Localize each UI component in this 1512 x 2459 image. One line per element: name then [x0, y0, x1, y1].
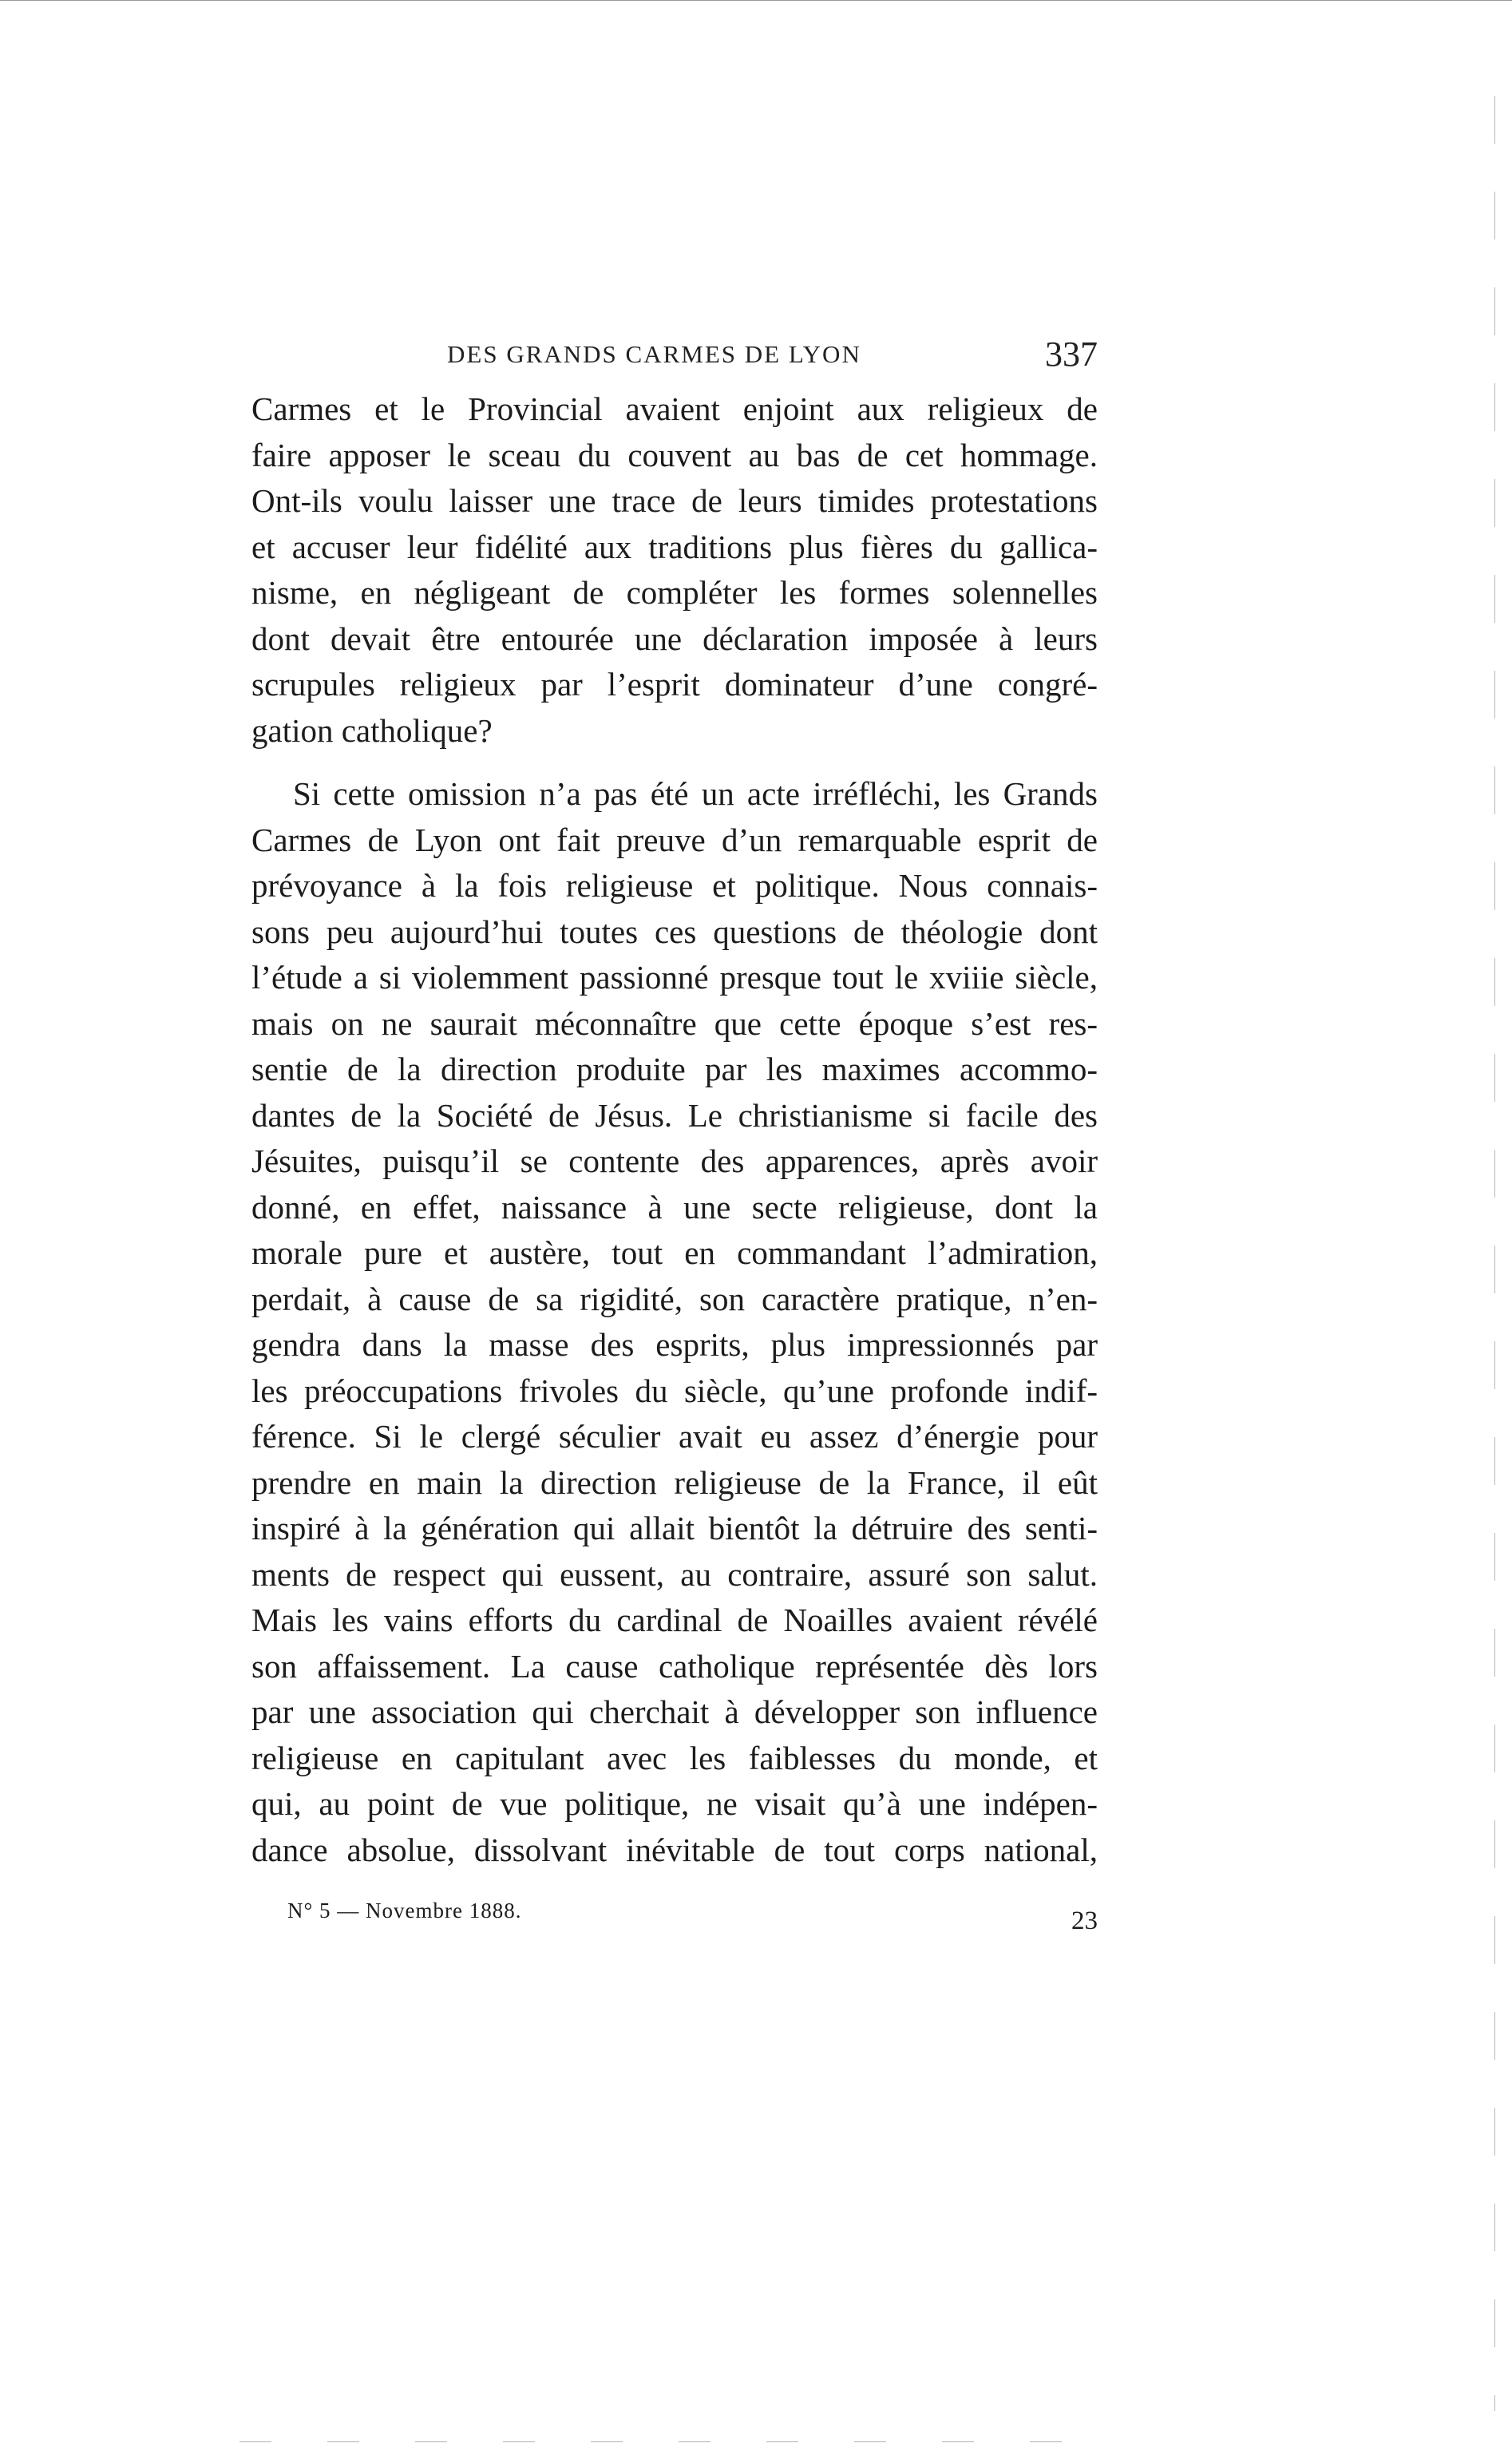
- text-line: Carmes et le Provincial avaient enjoint aux religieux de: [251, 390, 1098, 427]
- page-number: 337: [1045, 335, 1098, 374]
- text-line: Jésuites, puisqu’il se contente des apparences, après avoir: [251, 1142, 1098, 1179]
- text-line: Carmes de Lyon ont fait preuve d’un remarquable esprit de: [251, 821, 1098, 858]
- text-line: par une association qui cherchait à développer son influence: [251, 1693, 1098, 1730]
- text-line: qui, au point de vue politique, ne visait qu’à une indépen-: [251, 1785, 1098, 1822]
- text-line: prendre en main la direction religieuse de la France, il eût: [251, 1463, 1098, 1501]
- scan-top-edge: [0, 0, 1512, 10]
- running-head: [251, 334, 1098, 382]
- text-line: sentie de la direction produite par les maximes accommo-: [251, 1051, 1098, 1087]
- paragraph-gap: [251, 754, 1098, 771]
- text-line: morale pure et austère, tout en commandant l’admiration,: [251, 1234, 1098, 1271]
- scan-right-edge: [1494, 96, 1495, 2411]
- text-line: prévoyance à la fois religieuse et politique. Nous connais-: [251, 867, 1098, 904]
- text-line: férence. Si le clergé séculier avait eu assez d’énergie pour: [251, 1418, 1098, 1455]
- paragraph-end-line: gation catholique?: [251, 711, 493, 749]
- text-line: et accuser leur fidélité aux traditions plus fières du gallica-: [251, 528, 1098, 565]
- text-line: donné, en effet, naissance à une secte religieuse, dont la: [251, 1188, 1098, 1226]
- text-line: dance absolue, dissolvant inévitable de tout corps national,: [251, 1831, 1098, 1868]
- text-line: Mais les vains efforts du cardinal de Noailles avaient révélé: [251, 1602, 1098, 1638]
- paragraph-first-line: Si cette omission n’a pas été un acte irréfléchi, les Grands: [293, 775, 1098, 812]
- text-line: dantes de la Société de Jésus. Le christianisme si facile des: [251, 1096, 1098, 1134]
- text-line: nisme, en négligeant de compléter les formes solennelles: [251, 574, 1098, 611]
- signature-mark: 23: [1071, 1907, 1098, 1935]
- text-line: sons peu aujourd’hui toutes ces questions de théologie dont: [251, 913, 1098, 950]
- text-line: son affaissement. La cause catholique représentée dès lors: [251, 1647, 1098, 1685]
- page-footer: [251, 1892, 1098, 1940]
- text-line: perdait, à cause de sa rigidité, son caractère pratique, n’en-: [251, 1280, 1098, 1317]
- text-line: l’étude a si violemment passionné presque tout le xviiie siècle,: [251, 959, 1098, 996]
- text-line: ments de respect qui eussent, au contraire, assuré son salut.: [251, 1555, 1098, 1593]
- text-line: Ont-ils voulu laisser une trace de leurs timides protestations: [251, 482, 1098, 519]
- issue-line: N° 5 — Novembre 1888.: [287, 1899, 522, 1922]
- text-line: dont devait être entourée une déclaration imposée à leurs: [251, 620, 1098, 657]
- text-line: religieuse en capitulant avec les faiblesses du monde, et: [251, 1739, 1098, 1776]
- text-line: inspiré à la génération qui allait bientôt la détruire des senti-: [251, 1510, 1098, 1546]
- body-text: [251, 386, 1098, 1873]
- text-line: les préoccupations frivoles du siècle, qu’une profonde indif-: [251, 1372, 1098, 1409]
- running-title: DES GRANDS CARMES DE LYON: [447, 340, 861, 368]
- text-line: mais on ne saurait méconnaître que cette époque s’est res-: [251, 1004, 1098, 1042]
- text-line: scrupules religieux par l’esprit dominateur d’une congré-: [251, 666, 1098, 703]
- scan-bottom-edge: [239, 2441, 1118, 2442]
- text-line: gendra dans la masse des esprits, plus impressionnés par: [251, 1326, 1098, 1363]
- text-line: faire apposer le sceau du couvent au bas de cet hommage.: [251, 436, 1098, 473]
